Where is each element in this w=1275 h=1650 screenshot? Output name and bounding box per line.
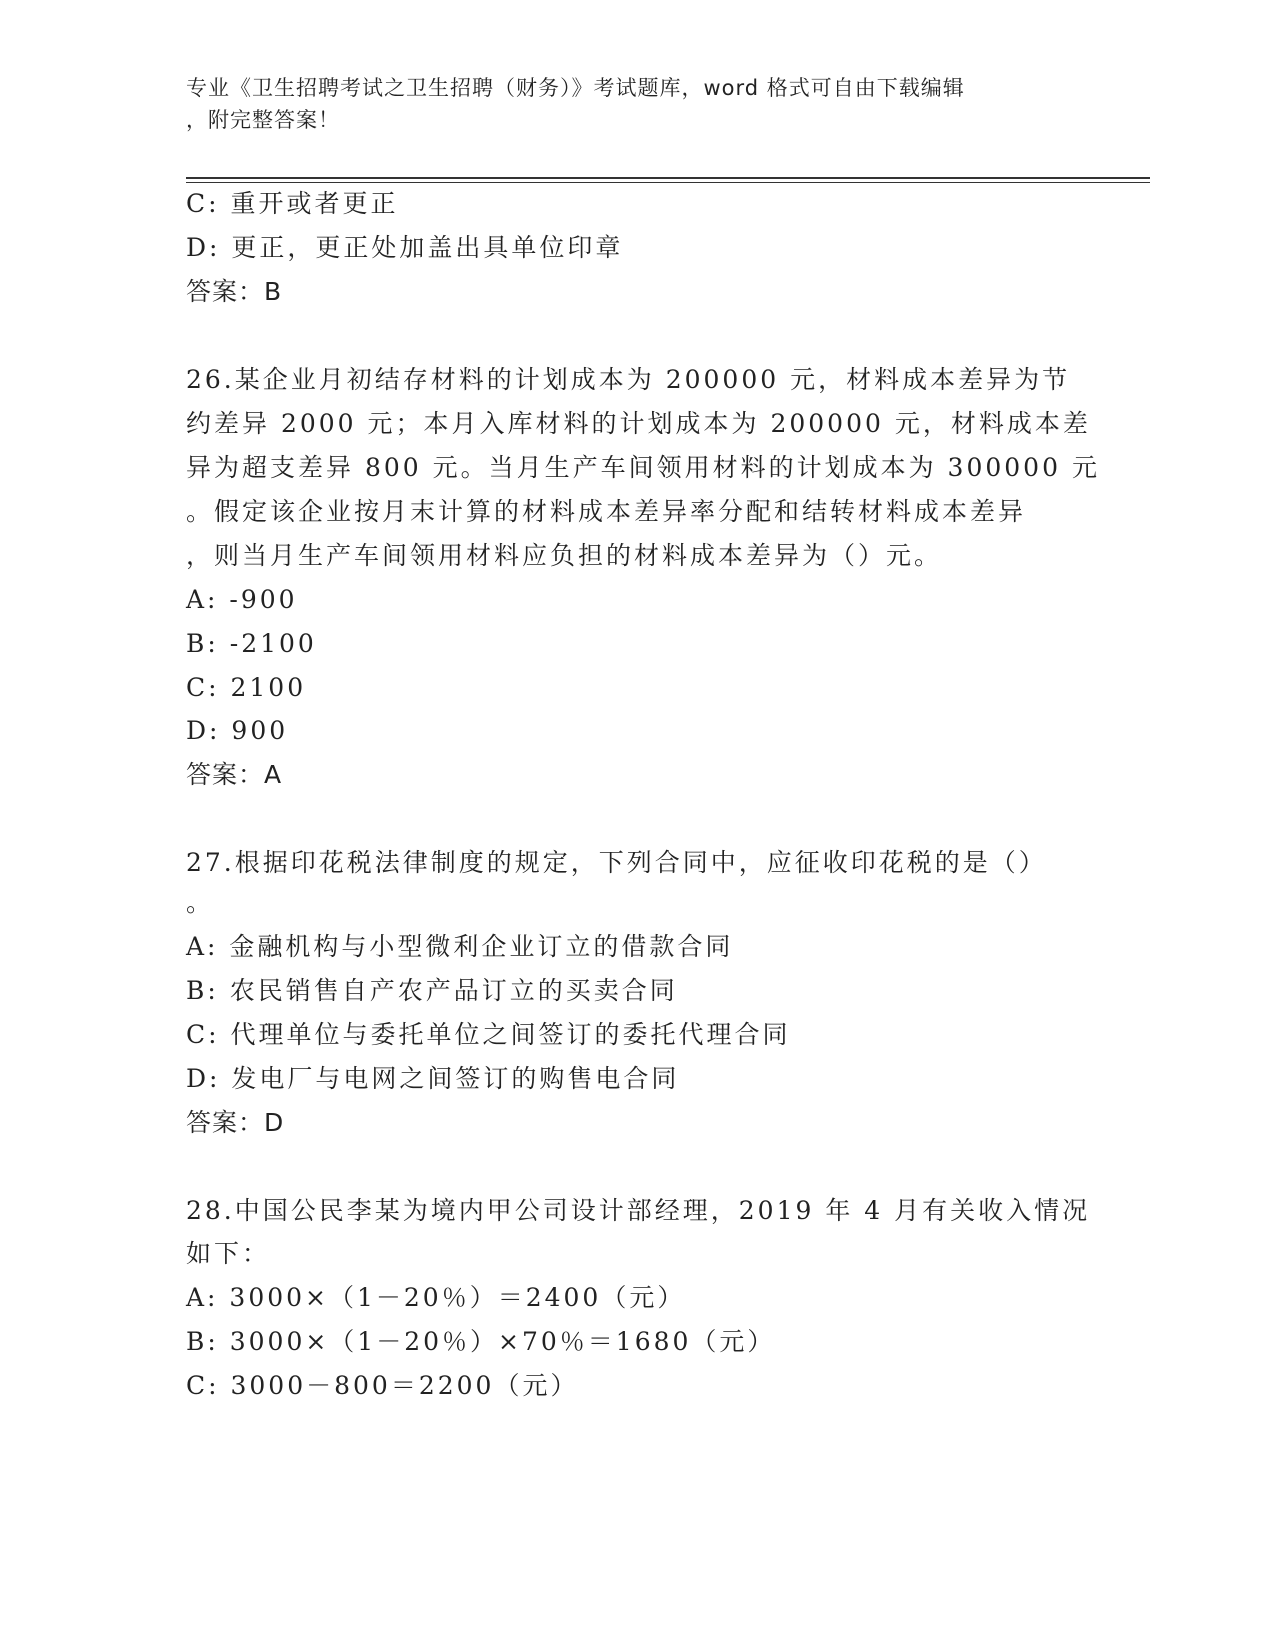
q27-option-a: A: 金融机构与小型微利企业订立的借款合同 [186,932,734,961]
header-divider-thick [186,177,1150,179]
q27-answer: 答案：D [186,1108,285,1137]
q26-line-4: 。假定该企业按月末计算的材料成本差异率分配和结转材料成本差异 [186,497,1027,526]
q28-option-c: C: 3000－800＝2200（元） [186,1371,579,1400]
q27-option-d: D: 发电厂与电网之间签订的购售电合同 [186,1064,680,1093]
q26-answer: 答案：A [186,760,283,789]
q27-option-c: C: 代理单位与委托单位之间签订的委托代理合同 [186,1020,791,1049]
header-line-2: ，附完整答案！ [186,108,340,132]
q26-option-c: C: 2100 [186,673,307,702]
q28-line-1: 28.中国公民李某为境内甲公司设计部经理，2019 年 4 月有关收入情况 [186,1196,1091,1225]
q26-option-d: D: 900 [186,716,289,745]
q26-line-2: 约差异 2000 元；本月入库材料的计划成本为 200000 元，材料成本差 [186,409,1091,438]
q27-option-b: B: 农民销售自产农产品订立的买卖合同 [186,976,678,1005]
q26-option-a: A: -900 [186,585,298,614]
q26-line-1: 26.某企业月初结存材料的计划成本为 200000 元，材料成本差异为节 [186,365,1071,394]
q26-option-b: B: -2100 [186,629,317,658]
header-divider-thin [186,182,1150,183]
q26-line-3: 异为超支差异 800 元。当月生产车间领用材料的计划成本为 300000 元 [186,453,1100,482]
q28-line-2: 如下： [186,1239,271,1268]
prev-option-d: D: 更正，更正处加盖出具单位印章 [186,233,624,262]
document-header [186,72,1086,136]
q28-option-b: B: 3000×（1－20％）×70％＝1680（元） [186,1327,776,1356]
q27-line-2: 。 [186,888,215,917]
prev-option-c: C: 重开或者更正 [186,189,399,218]
q27-line-1: 27.根据印花税法律制度的规定，下列合同中，应征收印花税的是（） [186,848,1047,877]
q28-option-a: A: 3000×（1－20％）＝2400（元） [186,1283,686,1312]
prev-answer: 答案：B [186,277,283,306]
header-line-1: 专业《卫生招聘考试之卫生招聘（财务）》考试题库，word 格式可自由下载编辑 [186,76,965,100]
q26-line-5: ，则当月生产车间领用材料应负担的材料成本差异为（）元。 [186,541,943,570]
